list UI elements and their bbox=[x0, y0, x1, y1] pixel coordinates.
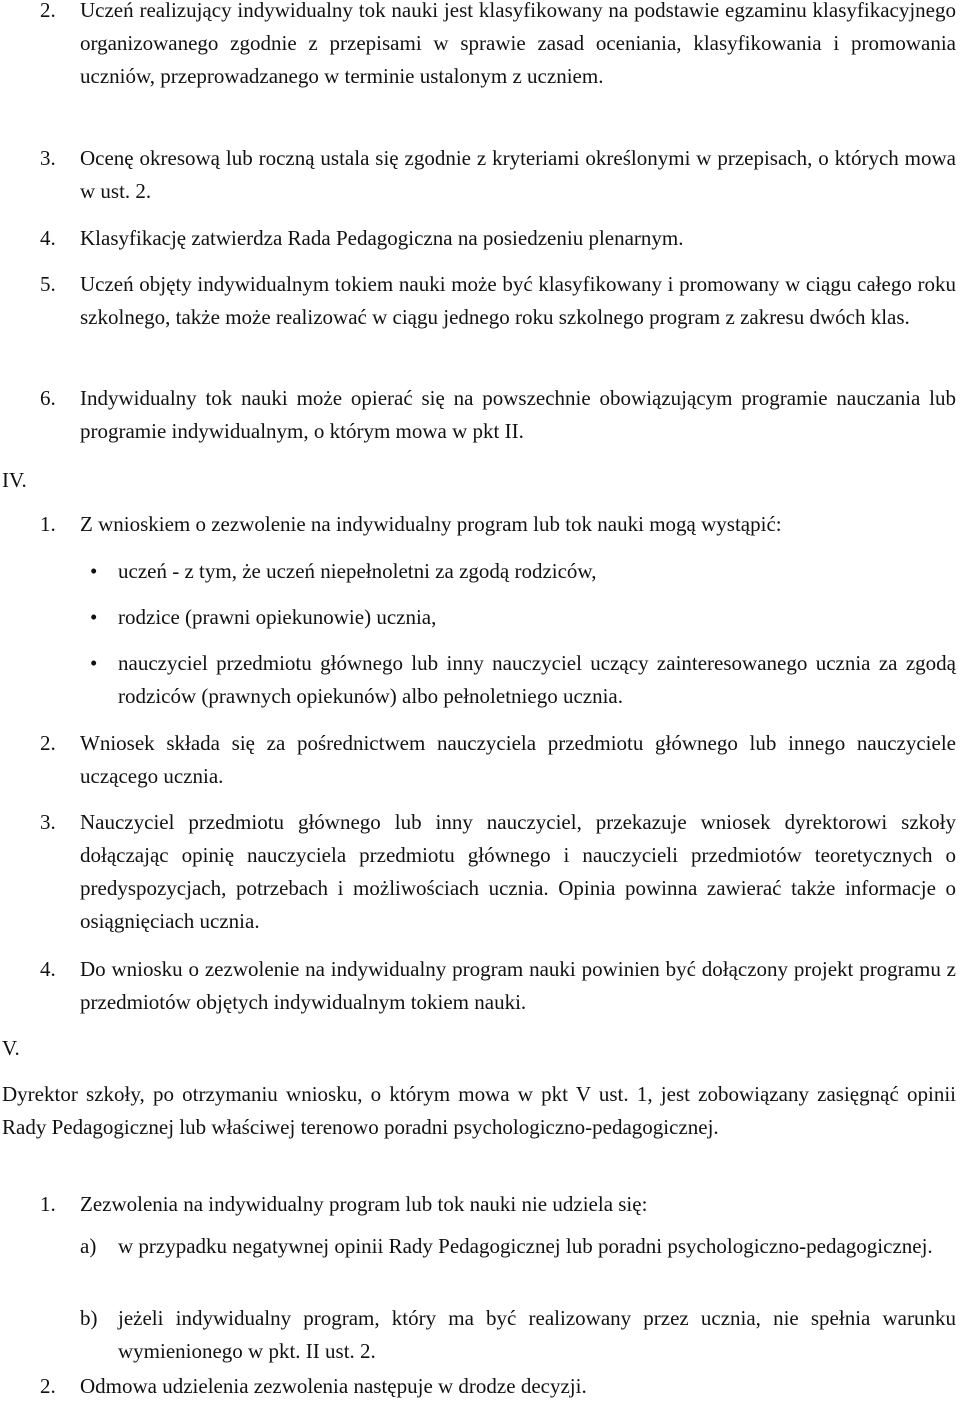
item-number: 3. bbox=[40, 810, 56, 834]
bullet-item bbox=[80, 601, 956, 634]
item-text: Uczeń realizujący indywidualny tok nauki jest klasyfikowany na podstawie egzaminu klasyfikacyjnego organizowanego zgodnie z przepisami w sprawie zasad oceniania, klasyfikowania i promowania uczniów, przeprowadzanego w terminie ustalonym z uczniem. bbox=[80, 0, 956, 88]
item-number: 2. bbox=[40, 731, 56, 755]
list-item bbox=[40, 0, 956, 93]
bullet-icon: • bbox=[90, 559, 98, 583]
section-label-v: V. bbox=[2, 1036, 20, 1060]
list-item bbox=[40, 953, 956, 1019]
list-item bbox=[40, 222, 956, 255]
item-text: Ocenę okresową lub roczną ustala się zgodnie z kryteriami określonymi w przepisach, o których mowa w ust. 2. bbox=[80, 146, 956, 203]
sub-point-text: jeżeli indywidualny program, który ma być realizowany przez ucznia, nie spełnia warunku wymienionego w pkt. II ust. 2. bbox=[118, 1306, 956, 1363]
bullet-text: uczeń - z tym, że uczeń niepełnoletni za zgodą rodziców, bbox=[118, 559, 597, 583]
sub-point bbox=[80, 1302, 956, 1368]
item-number: 2. bbox=[40, 0, 56, 22]
list-item bbox=[40, 727, 956, 793]
list-item bbox=[40, 142, 956, 208]
list-item bbox=[40, 508, 956, 541]
item-text: Klasyfikację zatwierdza Rada Pedagogiczna na posiedzeniu plenarnym. bbox=[80, 226, 684, 250]
item-number: 5. bbox=[40, 272, 56, 296]
item-text: Nauczyciel przedmiotu głównego lub inny nauczyciel, przekazuje wniosek dyrektorowi szkoły dołączając opinię nauczyciela przedmiotu głównego i nauczycieli przedmiotów teoretycznych o predyspozycjach, potrzebach i możliwościach ucznia. Opinia powinna zawierać także informacje o osiągnięciach ucznia. bbox=[80, 810, 956, 933]
list-item bbox=[40, 1188, 956, 1221]
list-item bbox=[40, 1370, 956, 1403]
bullet-text: nauczyciel przedmiotu głównego lub inny nauczyciel uczący zainteresowanego ucznia za zgodą rodziców (prawnych opiekunów) albo pełnoletniego ucznia. bbox=[118, 651, 956, 708]
item-text: Z wnioskiem o zezwolenie na indywidualny program lub tok nauki mogą wystąpić: bbox=[80, 512, 782, 536]
item-text: Wniosek składa się za pośrednictwem nauczyciela przedmiotu głównego lub innego nauczyciele uczącego ucznia. bbox=[80, 731, 956, 788]
item-number: 3. bbox=[40, 146, 56, 170]
item-number: 4. bbox=[40, 957, 56, 981]
sub-point-label: b) bbox=[80, 1306, 98, 1330]
item-text: Indywidualny tok nauki może opierać się na powszechnie obowiązującym programie nauczania lub programie indywidualnym, o którym mowa w pkt II. bbox=[80, 386, 956, 443]
item-text: Uczeń objęty indywidualnym tokiem nauki może być klasyfikowany i promowany w ciągu całego roku szkolnego, także może realizować w ciągu jednego roku szkolnego program z zakresu dwóch klas. bbox=[80, 272, 956, 329]
bullet-item bbox=[80, 647, 956, 713]
list-item bbox=[40, 806, 956, 938]
bullet-icon: • bbox=[90, 605, 98, 629]
item-text: Zezwolenia na indywidualny program lub tok nauki nie udziela się: bbox=[80, 1192, 648, 1216]
item-number: 4. bbox=[40, 226, 56, 250]
section-label-iv: IV. bbox=[2, 468, 27, 492]
sub-point-text: w przypadku negatywnej opinii Rady Pedagogicznej lub poradni psychologiczno-pedagogicznej. bbox=[118, 1234, 933, 1258]
item-number: 1. bbox=[40, 1192, 56, 1216]
item-text: Do wniosku o zezwolenie na indywidualny program nauki powinien być dołączony projekt programu z przedmiotów objętych indywidualnym tokiem nauki. bbox=[80, 957, 956, 1014]
item-text: Odmowa udzielenia zezwolenia następuje w drodze decyzji. bbox=[80, 1374, 587, 1398]
sub-point-label: a) bbox=[80, 1234, 97, 1258]
section-v-intro: Dyrektor szkoły, po otrzymaniu wniosku, o którym mowa w pkt V ust. 1, jest zobowiązany zasięgnąć opinii Rady Pedagogicznej lub właściwej terenowo poradni psychologiczno-pedagogicznej. bbox=[2, 1082, 956, 1139]
bullet-icon: • bbox=[90, 651, 98, 675]
item-number: 1. bbox=[40, 512, 56, 536]
item-number: 6. bbox=[40, 386, 56, 410]
bullet-text: rodzice (prawni opiekunowie) ucznia, bbox=[118, 605, 437, 629]
list-item bbox=[40, 268, 956, 334]
sub-point bbox=[80, 1230, 956, 1263]
list-item bbox=[40, 382, 956, 448]
item-number: 2. bbox=[40, 1374, 56, 1398]
bullet-item bbox=[80, 555, 956, 588]
